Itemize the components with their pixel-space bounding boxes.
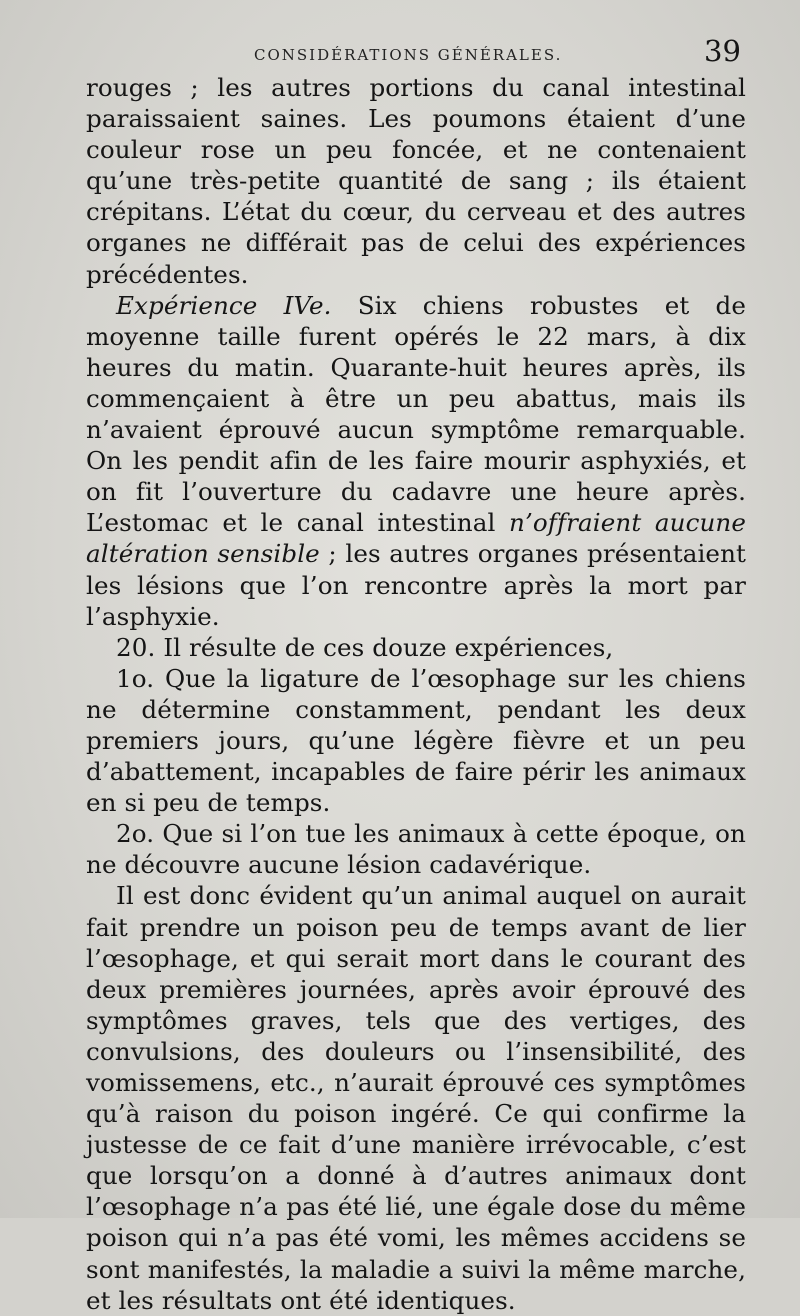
experience-text-b: ; les autres organes présentaient les lésions que l’on rencontre après la mort par l’asphyxie.	[86, 539, 746, 631]
running-title: CONSIDÉRATIONS GÉNÉRALES.	[254, 46, 563, 64]
paragraph-experience-4	[86, 290, 746, 632]
body-text	[86, 72, 746, 1316]
page-header	[0, 32, 800, 72]
paragraph-conclusion-2: 2o. Que si l’on tue les animaux à cette époque, on ne découvre aucune lésion cadavérique.	[86, 819, 746, 880]
page-number: 39	[704, 34, 741, 68]
paragraph-final: Il est donc évident qu’un animal auquel on aurait fait prendre un poison peu de temps avant de lier l’œsophage, et qui serait mort dans le courant des deux premières journées, après avoir éprouvé des symptômes graves, tels que des vertiges, des convulsions, des douleurs ou l’insensibilité, des vomissemens, etc., n’aurait éprouvé ces symptômes qu’à raison du poison ingéré. Ce qui confirme la justesse de ce fait d’une manière irrévocable, c’est que lorsqu’on a donné à d’autres animaux dont l’œsophage n’a pas été lié, une égale dose du même poison qui n’a pas été vomi, les mêmes accidens se sont manifestés, la maladie a suivi la même marche, et les résultats ont été identiques.	[86, 881, 746, 1315]
experience-italic-phrase: n’offraient aucune altération sensible	[86, 508, 746, 569]
experience-text-a: Six chiens robustes et de moyenne taille furent opérés le 22 mars, à dix heures du matin. Quarante-huit heures après, ils commençaient à être un peu abattus, mais ils n’avaient éprouvé aucun symptôme remarquable. On les pendit afin de les faire mourir asphyxiés, et on fit l’ouverture du cadavre une heure après. L’estomac et le canal intestinal	[86, 290, 747, 538]
paragraph-result-intro: 20. Il résulte de ces douze expériences,	[116, 632, 614, 662]
paragraph-continuation: rouges ; les autres portions du canal intestinal paraissaient saines. Les poumons étaient d’une couleur rose un peu foncée, et ne contenaient qu’une très-petite quantité de sang ; ils étaient crépitans. L’état du cœur, du cerveau et des autres organes ne différait pas de celui des expériences précédentes.	[86, 73, 746, 289]
experience-label: Expérience IVe.	[116, 290, 332, 320]
paragraph-conclusion-1: 1o. Que la ligature de l’œsophage sur les chiens ne détermine constamment, pendant les deux premiers jours, qu’une légère fièvre et un peu d’abattement, incapables de faire périr les animaux en si peu de temps.	[86, 663, 746, 818]
